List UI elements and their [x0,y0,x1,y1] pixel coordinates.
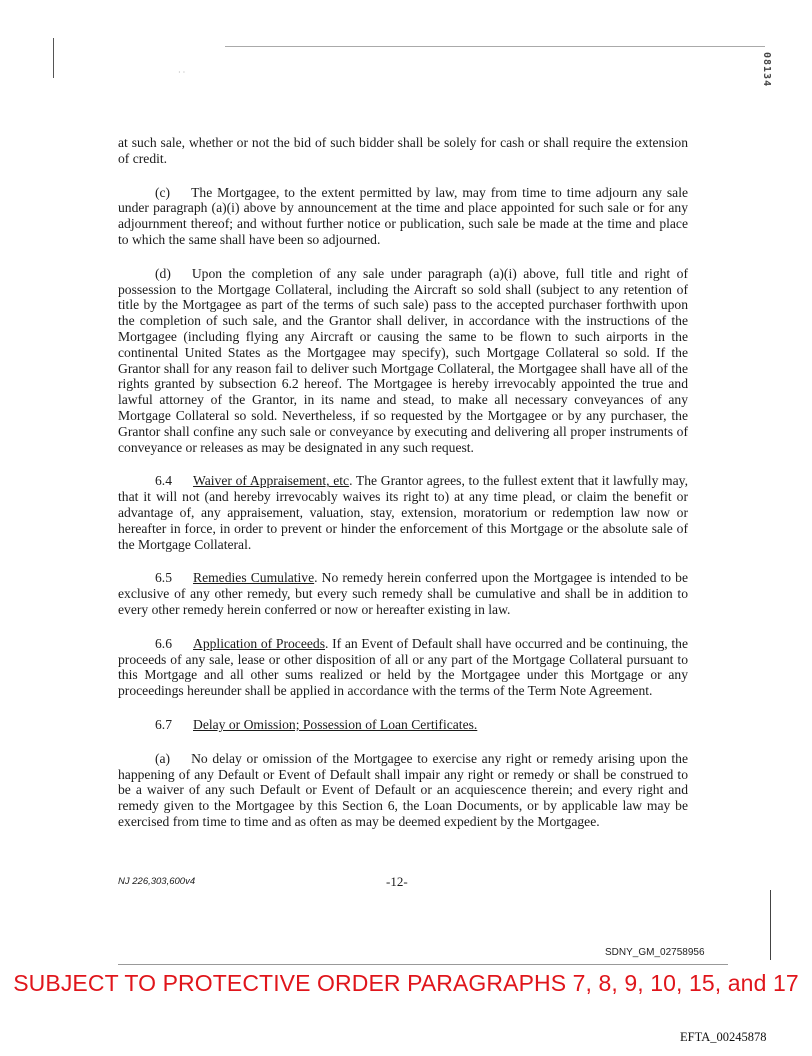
section-6-6 [118,636,688,699]
section-6-4-text: . The Grantor agrees, to the fullest extent that it lawfully may, that it will not (and hereby irrevocably waives its right to) at any time plead, or claim the benefit or advantage of, any appraisement, valuation, stay, extension, moratorium or redemption law now or hereafter in force, in order to prevent or hinder the enforcement of this Mortgage or the absolute sale of the Mortgage Collateral. [118,473,688,552]
paragraph-a-label: (a) [155,750,171,766]
section-6-5-title: Remedies Cumulative [193,570,315,586]
scan-right-edge-line [770,890,771,960]
bates-number: SDNY_GM_02758956 [605,947,705,958]
section-6-7-title: Delay or Omission; Possession of Loan Certificates. [193,716,478,732]
section-6-4 [118,473,688,552]
paragraph-c-text: The Mortgagee, to the extent permitted by law, may from time to time adjourn any sale under paragraph (a)(i) above by announcement at the time and place appointed for such sale or for any adjournment thereof; and without further notice or publication, such sale be made at the time and place to which the same shall have been so adjourned. [118,184,688,247]
section-6-5-number: 6.5 [155,570,172,586]
section-6-6-number: 6.6 [155,635,172,651]
paragraph-d-text: Upon the completion of any sale under paragraph (a)(i) above, full title and right of possession to the Mortgage Collateral, including the Aircraft so sold shall (subject to any retention of title by the Mortgagee as part of the terms of such sale) pass to the accepted purchaser forthwith upon the completion of such sale, and the Grantor shall deliver, in accordance with the instructions of the Mortgagee (including flying any Aircraft or causing the same to be flown to such airports in the continental United States as the Mortgagee may specify), such Mortgage Collateral so sold. If the Grantor shall for any reason fail to deliver such Mortgage Collateral, the Mortgagee shall have all of the rights granted by subsection 6.2 hereof. The Mortgagee is hereby irrevocably appointed the true and lawful attorney of the Grantor, in its name and stead, to make all necessary conveyances of any Mortgage Collateral so sold. Nevertheless, if so requested by the Mortgagee or by any purchaser, the Grantor shall confine any such sale or conveyance by executing and delivering all proper instruments of conveyance or releases as may be designated in any such request. [118,265,688,455]
section-6-4-number: 6.4 [155,473,172,489]
section-6-6-title: Application of Proceeds [193,635,325,651]
document-body [118,135,688,848]
scan-left-edge-line [53,38,54,78]
document-id: NJ 226,303,600v4 [118,876,196,887]
handwritten-stamp-number: 08134 [761,52,772,88]
paragraph-c [118,185,688,248]
section-6-5-text: . No remedy herein conferred upon the Mortgagee is intended to be exclusive of any other remedy, but every such remedy shall be cumulative and shall be in addition to every other remedy herein conferred or now or hereafter existing in law. [118,570,688,617]
paragraph-c-label: (c) [155,184,171,200]
paragraph-d-label: (d) [155,265,171,281]
paragraph-a-text: No delay or omission of the Mortgagee to exercise any right or remedy arising upon the happening of any Default or Event of Default shall impair any right or remedy or shall be construed to be a waiver of any such Default or Event of Default or an acquiescence therein; and every right and remedy given to the Mortgagee by this Section 6, the Loan Documents, or by applicable law may be exercised from time to time and as often as may be deemed expedient by the Mortgagee. [118,750,688,829]
page-number: -12- [386,874,408,889]
efta-number: EFTA_00245878 [680,1030,767,1044]
section-6-5 [118,570,688,617]
scan-speck: · · [178,68,186,77]
protective-order-banner: SUBJECT TO PROTECTIVE ORDER PARAGRAPHS 7, 8, 9, 10, 15, and 17 [13,970,799,996]
section-6-4-title: Waiver of Appraisement, etc [193,473,350,489]
paragraph-a [118,751,688,830]
continued-paragraph: at such sale, whether or not the bid of such bidder shall be solely for cash or shall require the extension of credit. [118,135,688,166]
section-6-7-heading [118,717,688,733]
paragraph-d [118,266,688,456]
section-6-6-text: . If an Event of Default shall have occurred and be continuing, the proceeds of any sale, lease or other disposition of all or any part of the Mortgage Collateral pursuant to this Mortgage and all other sums realized or held by the Mortgagee under this Mortgage or any proceedings hereunder shall be applied in accordance with the terms of the Term Note Agreement. [118,635,688,699]
scan-top-rule [225,46,765,47]
section-6-7-number: 6.7 [155,716,172,732]
scan-bottom-rule [118,964,728,965]
